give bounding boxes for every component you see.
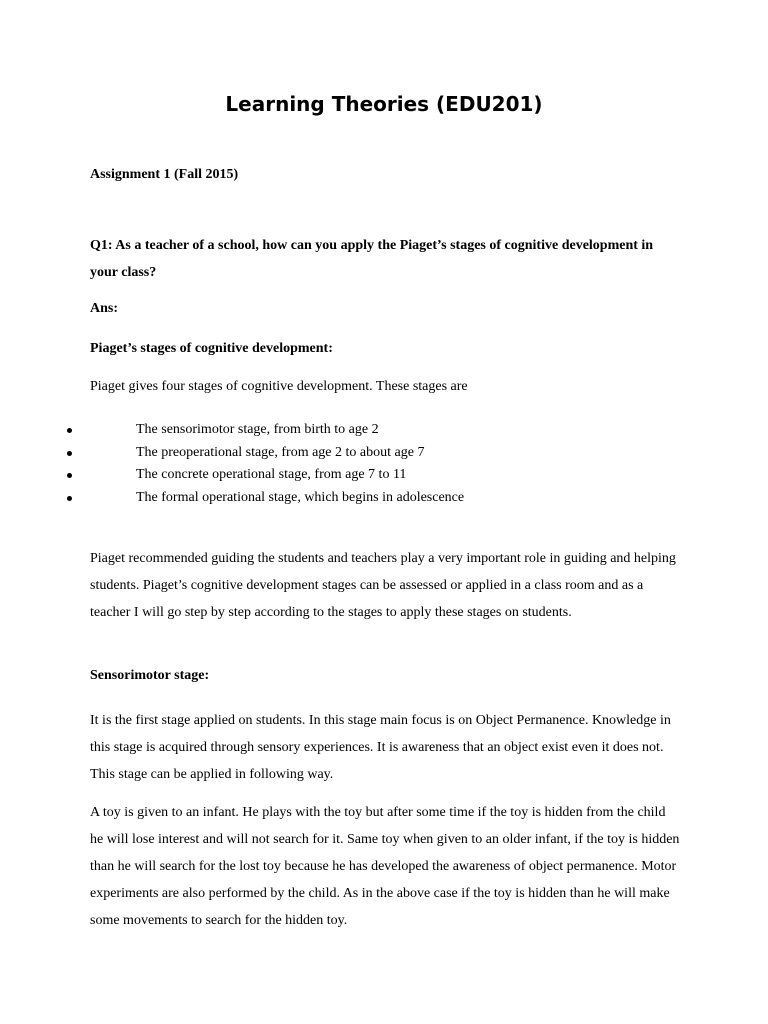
answer-label: Ans: [90, 301, 119, 316]
bullet-icon [67, 428, 72, 433]
question-text: Q1: As a teacher of a school, how can you apply the Piaget’s stages of cognitive development in your class? [90, 238, 654, 280]
list-item-text: The concrete operational stage, from age 7 to 11 [136, 467, 407, 482]
body-paragraph-3: A toy is given to an infant. He plays with the toy but after some time if the toy is hidden from the child he will lose interest and will not search for it. Same toy when given to an older infant, if the toy is hidden than he will search for the lost toy because he has developed the awareness of object permanence. Motor experiments are also performed by the child. As in the above case if the toy is hidden than he will make some movements to search for the hidden toy. [90, 805, 680, 928]
section-heading-sensorimotor: Sensorimotor stage: [90, 668, 210, 683]
list-item [0, 466, 768, 489]
body-paragraph-1: Piaget recommended guiding the students and teachers play a very important role in guiding and helping students. Piaget’s cognitive development stages can be assessed or applied in a class room and as a teacher I will go step by step according to the stages to apply these stages on students. [90, 551, 676, 620]
body-paragraph-2: It is the first stage applied on students. In this stage main focus is on Object Permanence. Knowledge in this stage is acquired through sensory experiences. It is awareness that an object exist even it does not. This stage can be applied in following way. [90, 713, 671, 782]
intro-paragraph: Piaget gives four stages of cognitive development. These stages are [90, 379, 468, 394]
document-title: Learning Theories (EDU201) [225, 92, 543, 116]
list-item [0, 489, 768, 512]
list-item-text: The preoperational stage, from age 2 to about age 7 [136, 444, 425, 460]
assignment-label: Assignment 1 (Fall 2015) [90, 167, 239, 182]
section-heading-stages: Piaget’s stages of cognitive development: [90, 341, 333, 356]
list-item-text: The sensorimotor stage, from birth to age 2 [136, 422, 379, 437]
bullet-icon [67, 496, 72, 501]
stages-list [0, 421, 768, 511]
bullet-icon [67, 451, 72, 456]
list-item-text: The formal operational stage, which begins in adolescence [136, 489, 465, 505]
list-item [0, 421, 768, 444]
list-item [0, 444, 768, 467]
bullet-icon [67, 473, 72, 478]
